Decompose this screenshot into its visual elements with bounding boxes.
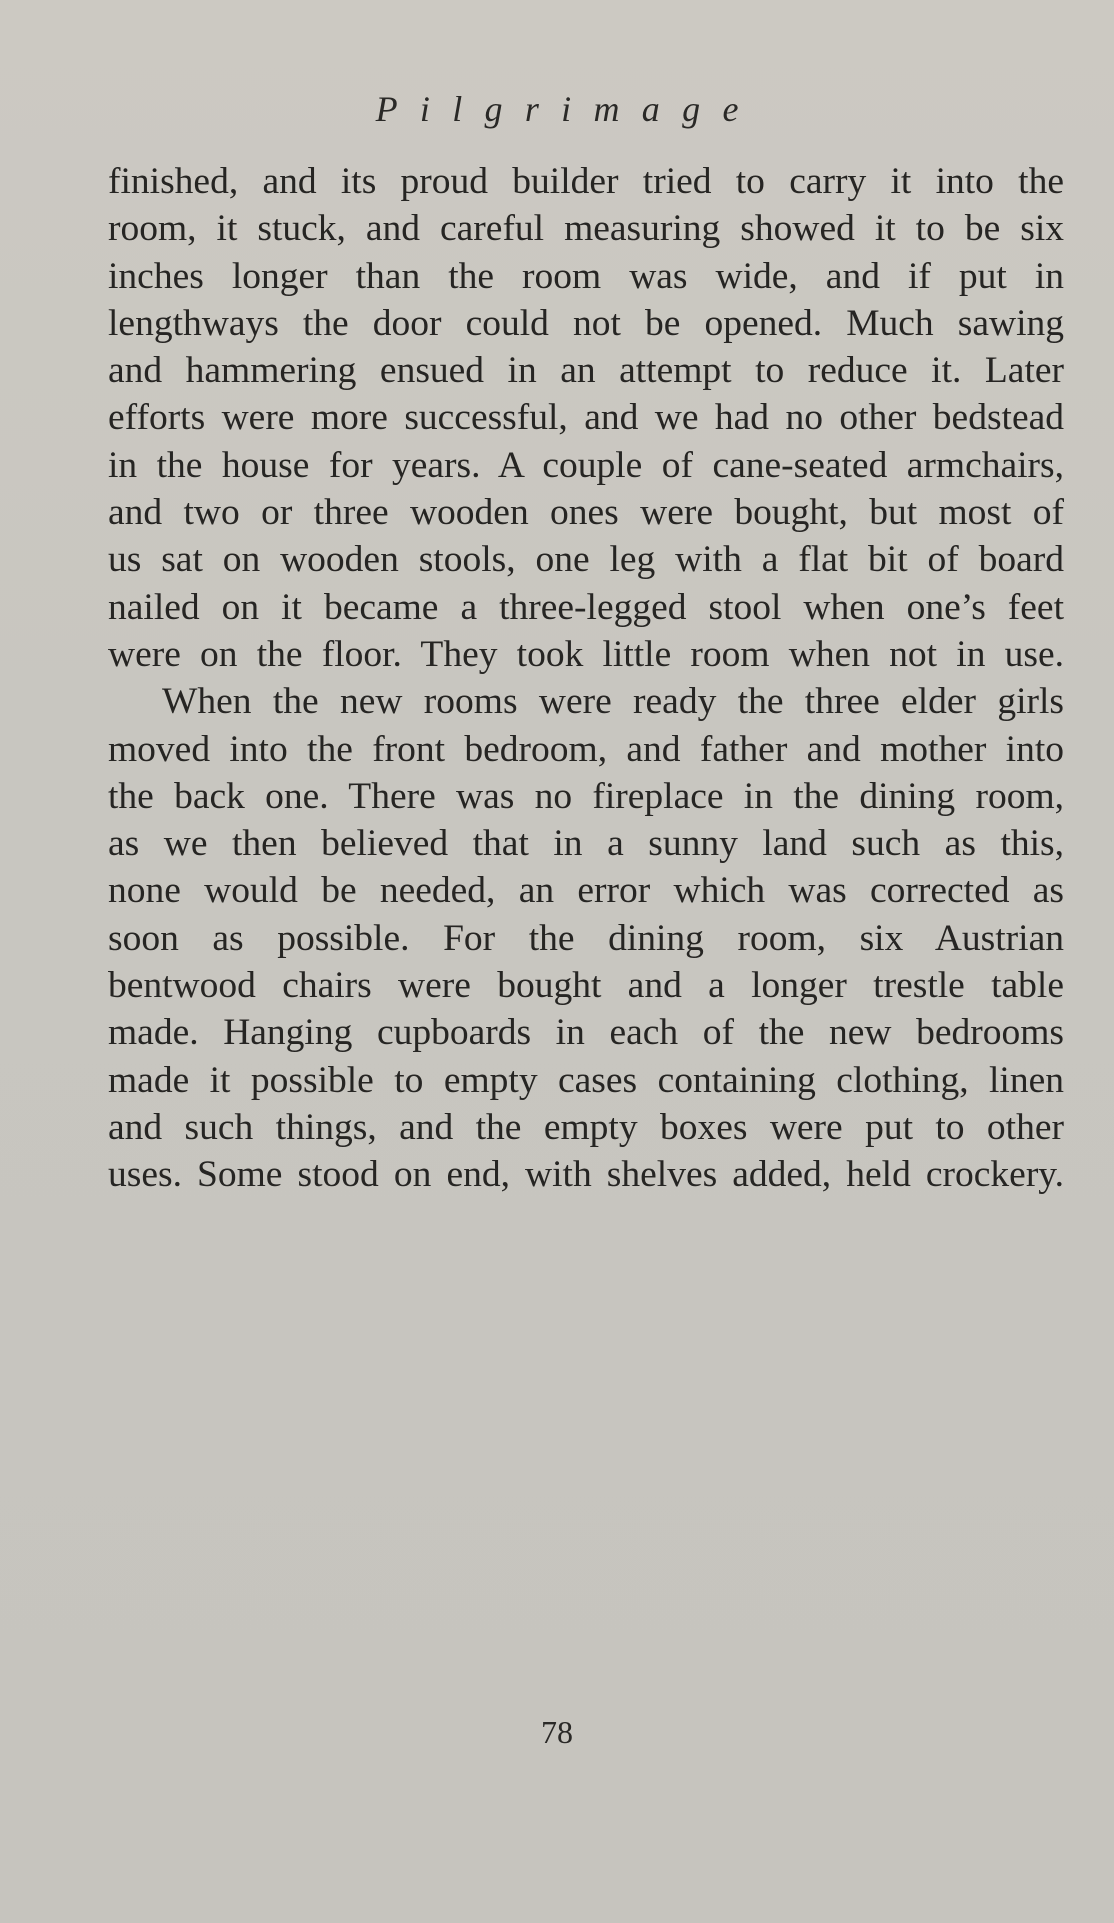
text-line: none would be needed, an error which was corrected as bbox=[108, 870, 1064, 912]
text-line: uses. Some stood on end, with shelves added, held crockery. bbox=[108, 1154, 1064, 1196]
text-line: bentwood chairs were bought and a longer trestle table bbox=[108, 965, 1064, 1007]
text-line: made it possible to empty cases containing clothing, linen bbox=[108, 1059, 1064, 1101]
text-line: were on the floor. They took little room when not in use. bbox=[108, 633, 1064, 675]
text-line: in the house for years. A couple of cane-seated armchairs, bbox=[108, 444, 1064, 486]
paragraph-start-line: When the new rooms were ready the three elder girls bbox=[162, 681, 1064, 723]
body-text bbox=[108, 158, 1064, 1199]
text-line: soon as possible. For the dining room, six Austrian bbox=[108, 917, 1064, 959]
text-line: finished, and its proud builder tried to carry it into the bbox=[108, 161, 1064, 202]
text-line: us sat on wooden stools, one leg with a flat bit of board bbox=[108, 539, 1064, 581]
text-line: moved into the front bedroom, and father and mother into bbox=[108, 728, 1064, 770]
text-line: nailed on it became a three-legged stool when one’s feet bbox=[108, 586, 1064, 628]
text-line: and hammering ensued in an attempt to reduce it. Later bbox=[108, 350, 1064, 392]
running-head: Pilgrimage bbox=[375, 89, 761, 129]
text-line: and such things, and the empty boxes were put to other bbox=[108, 1106, 1064, 1148]
text-line: inches longer than the room was wide, and if put in bbox=[108, 255, 1064, 297]
text-line: lengthways the door could not be opened. Much sawing bbox=[108, 302, 1064, 344]
text-line: as we then believed that in a sunny land such as this, bbox=[108, 823, 1064, 865]
text-line: efforts were more successful, and we had no other bedstead bbox=[108, 397, 1064, 439]
text-line: made. Hanging cupboards in each of the new bedrooms bbox=[108, 1012, 1064, 1054]
text-line: and two or three wooden ones were bought, but most of bbox=[108, 492, 1064, 534]
page-number: 78 bbox=[541, 1714, 573, 1750]
text-line: the back one. There was no fireplace in the dining room, bbox=[108, 775, 1064, 817]
text-line: room, it stuck, and careful measuring showed it to be six bbox=[108, 208, 1064, 250]
